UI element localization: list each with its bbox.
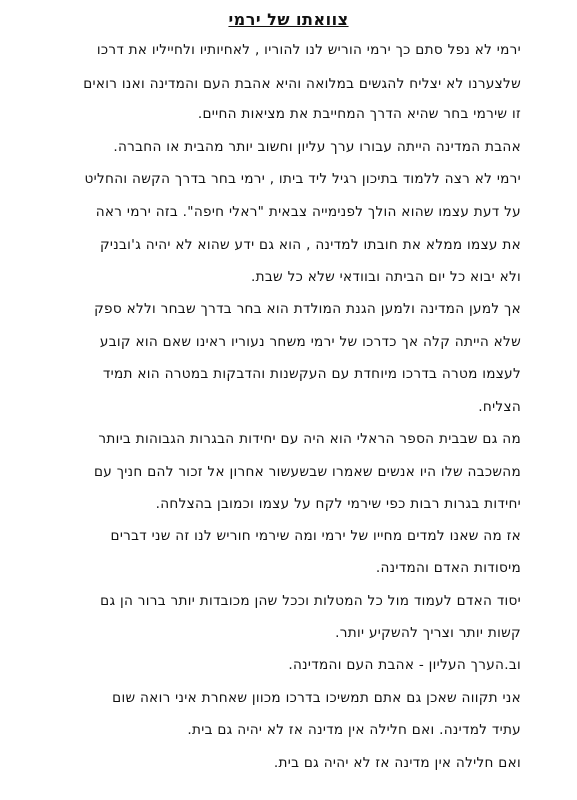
- text-line: ירמי לא רצה ללמוד בתיכון רגיל ליד ביתו , ירמי בחר בדרך הקשה והחליט: [84, 171, 521, 187]
- text-line: עתיד למדינה. ואם חלילה אין מדינה אז לא יהיה גם בית.: [187, 722, 521, 738]
- text-line: אהבת המדינה הייתה עבורו ערך עליון וחשוב יותר מהבית או החברה.: [113, 139, 521, 155]
- text-line: את עצמו ממלא את חובתו למדינה , הוא גם ידע שהוא לא יהיה ג'ובניק: [99, 237, 521, 253]
- text-line: הצליח.: [478, 399, 521, 415]
- text-line: ולא יבוא כל יום הביתה ובוודאי שלא כל שבת.: [251, 269, 521, 285]
- text-line: יחידות בגרות רבות כפי שירמי לקח על עצמו וכמובן בהצלחה.: [155, 496, 521, 512]
- text-line: לעצמו מטרה בדרכו מיוחדת עם העקשנות והדבקות במטרה הוא תמיד: [102, 366, 521, 382]
- text-line: שלצערנו לא יצליח להגשים במלואה והיא אהבת העם והמדינה ואנו רואים: [83, 76, 521, 92]
- text-line: אך למען המדינה ולמען הגנת המולדת הוא בחר בדרך שבחר וללא ספק: [94, 301, 521, 317]
- text-line: זו שירמי בחר שהיא הדרך המחייבת את מציאות החיים.: [197, 106, 521, 122]
- text-line: מהשכבה שלו היו אנשים שאמרו שבשעשור אחרון אל זכור להם חניך עם: [93, 464, 521, 480]
- text-line: מה גם שבבית הספר הראלי הוא היה עם יחידות הבגרות הגבוהות ביותר: [98, 431, 521, 447]
- text-line: מיסודות האדם והמדינה.: [375, 560, 521, 576]
- text-line: אז מה שאנו למדים מחייו של ירמי ומה שירמי חוריש לנו זה שני דברים: [110, 528, 521, 544]
- text-line: שלא הייתה קלה אך כדרכו של ירמי משחר נעוריו ראינו שאם הוא קובע: [99, 334, 521, 350]
- text-line: קשות יותר וצריך להשקיע יותר.: [335, 625, 521, 641]
- text-line: יסוד האדם לעמוד מול כל המטלות וככל שהן מכובדות יותר ברור הן גם: [100, 593, 521, 609]
- text-line: אני תקווה שאכן גם אתם תמשיכו בדרכו מכוון שאחרת איני רואה שום: [112, 690, 521, 706]
- text-line: ואם חלילה אין מדינה אז לא יהיה גם בית.: [273, 755, 521, 771]
- document-title: צוואתו של ירמי: [228, 10, 349, 29]
- text-line: וב.הערך העליון - אהבת העם והמדינה.: [288, 657, 521, 673]
- text-line: על דעת עצמו שהוא הולך לפנימייה צבאית "ראלי חיפה". בזה ירמי ראה: [95, 204, 521, 220]
- text-line: ירמי לא נפל סתם כך ירמי הוריש לנו להוריו , לאחיותיו ולחייליו את דרכו: [96, 42, 521, 58]
